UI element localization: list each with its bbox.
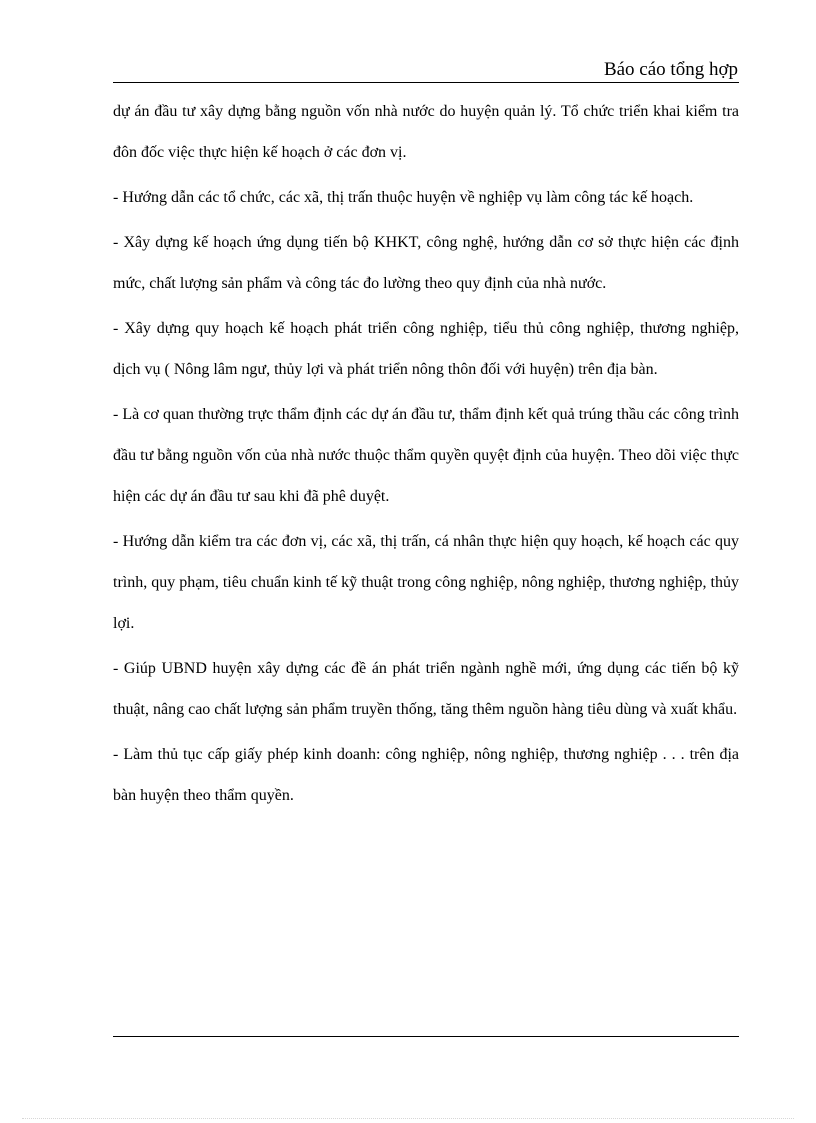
document-body (113, 91, 739, 820)
paragraph-8: - Làm thủ tục cấp giấy phép kinh doanh: công nghiệp, nông nghiệp, thương nghiệp . . . trên địa bàn huyện theo thẩm quyền. (113, 746, 739, 804)
paragraph-1: dự án đầu tư xây dựng bằng nguồn vốn nhà nước do huyện quản lý. Tổ chức triển khai kiểm tra đôn đốc việc thực hiện kế hoạch ở các đơn vị. (113, 103, 739, 161)
paragraph-7: - Giúp UBND huyện xây dựng các đề án phát triển ngành nghề mới, ứng dụng các tiến bộ kỹ thuật, nâng cao chất lượng sản phẩm truyền thống, tăng thêm nguồn hàng tiêu dùng và xuất khẩu. (113, 660, 739, 718)
footer-rule (113, 1036, 739, 1037)
page-edge-dots (22, 1118, 794, 1119)
paragraph-3: - Xây dựng kế hoạch ứng dụng tiến bộ KHKT, công nghệ, hướng dẫn cơ sở thực hiện các định mức, chất lượng sản phẩm và công tác đo lường theo quy định của nhà nước. (113, 234, 739, 292)
header-title: Báo cáo tổng hợp (603, 59, 738, 80)
paragraph-2: - Hướng dẫn các tổ chức, các xã, thị trấn thuộc huyện về nghiệp vụ làm công tác kế hoạch. (113, 189, 694, 206)
paragraph-4: - Xây dựng quy hoạch kế hoạch phát triển công nghiệp, tiểu thủ công nghiệp, thương nghiệp, dịch vụ ( Nông lâm ngư, thủy lợi và phát triển nông thôn đối với huyện) trên địa bàn. (113, 320, 739, 378)
header-rule (113, 82, 739, 83)
paragraph-6: - Hướng dẫn kiểm tra các đơn vị, các xã, thị trấn, cá nhân thực hiện quy hoạch, kế hoạch các quy trình, quy phạm, tiêu chuẩn kinh tế kỹ thuật trong công nghiệp, nông nghiệp, thương nghiệp, thủy lợi. (113, 533, 739, 632)
paragraph-5: - Là cơ quan thường trực thẩm định các dự án đầu tư, thẩm định kết quả trúng thầu các công trình đầu tư bằng nguồn vốn của nhà nước thuộc thẩm quyền quyệt định của huyện. Theo dõi việc thực hiện các dự án đầu tư sau khi đã phê duyệt. (113, 406, 739, 505)
